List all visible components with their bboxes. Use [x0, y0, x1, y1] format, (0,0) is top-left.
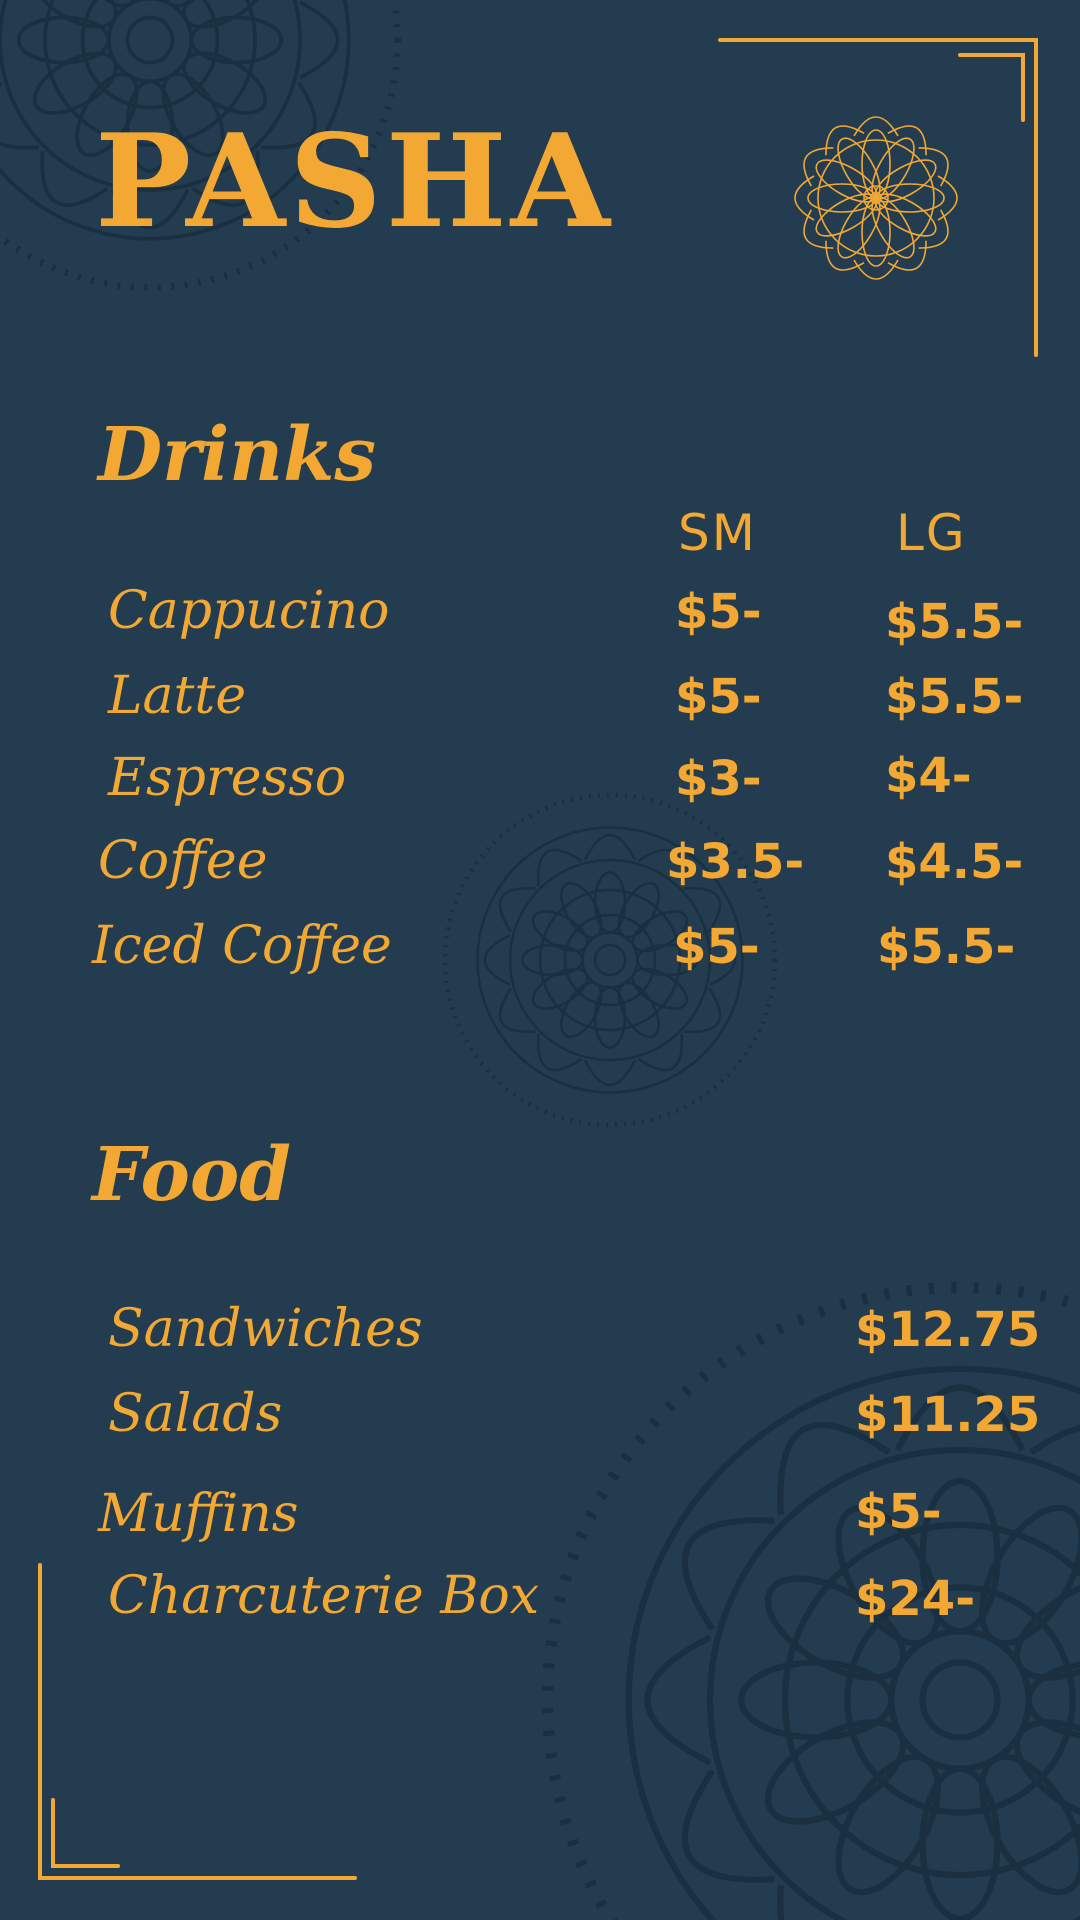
drink-name-iced-coffee: Iced Coffee	[92, 916, 392, 976]
food-price: $11.25	[855, 1387, 1041, 1443]
drinks-heading: Drinks	[98, 412, 377, 498]
gold-mandala-icon	[795, 117, 957, 279]
drink-price-large: $4.5-	[885, 834, 1024, 890]
food-name-sandwiches: Sandwiches	[108, 1299, 423, 1359]
food-heading: Food	[92, 1132, 291, 1218]
food-price: $24-	[855, 1571, 976, 1627]
drink-price-small: $3.5-	[666, 834, 805, 890]
food-price: $5-	[855, 1484, 942, 1540]
food-name-muffins: Muffins	[98, 1484, 299, 1544]
drink-price-small: $5-	[673, 919, 760, 975]
drink-price-small: $5-	[675, 584, 762, 640]
drink-price-large: $4-	[885, 748, 972, 804]
drink-name-coffee: Coffee	[98, 831, 268, 891]
menu-title: PASHA	[95, 107, 614, 257]
drink-price-small: $5-	[675, 669, 762, 725]
drink-name-cappucino: Cappucino	[108, 581, 390, 641]
drink-price-large: $5.5-	[877, 919, 1016, 975]
drink-price-small: $3-	[675, 751, 762, 807]
drink-name-latte: Latte	[108, 666, 247, 726]
food-name-charcuterie-box: Charcuterie Box	[108, 1566, 540, 1626]
size-large-header: LG	[896, 504, 967, 562]
food-price: $12.75	[855, 1302, 1041, 1358]
food-name-salads: Salads	[108, 1384, 283, 1444]
drink-name-espresso: Espresso	[108, 748, 347, 808]
size-small-header: SM	[678, 504, 757, 562]
drink-price-large: $5.5-	[885, 669, 1024, 725]
drink-price-large: $5.5-	[885, 594, 1024, 650]
